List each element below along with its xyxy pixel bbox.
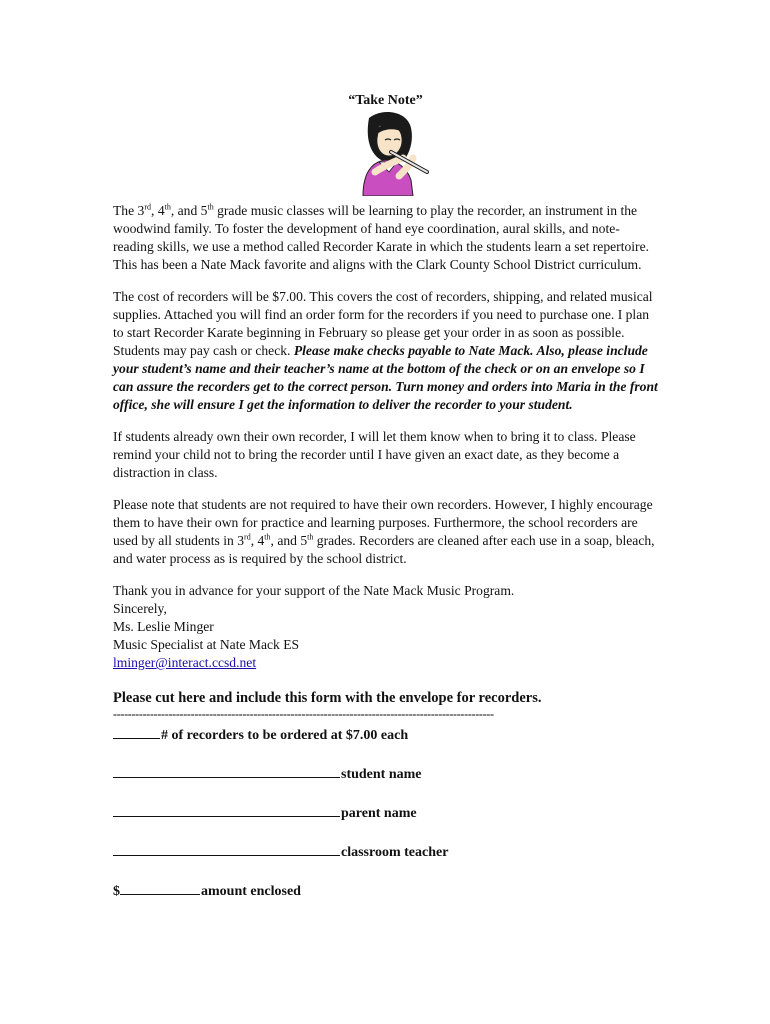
parent-name-blank[interactable] (113, 804, 340, 817)
page-title: “Take Note” (348, 93, 423, 108)
student-name-blank[interactable] (113, 765, 340, 778)
paragraph-intro: The 3rd, 4th, and 5th grade music classes will be learning to play the recorder, an instrument in the woodwind family. To foster the development of hand eye coordination, aural skills, and note-reading skills, we use a method called Recorder Karate in which the students learn a set repertoire. This has been a Nate Mack favorite and aligns with the Clark County School District curriculum. (113, 202, 649, 272)
signature-name: Ms. Leslie Minger (113, 619, 214, 634)
student-name-line: student name (113, 765, 658, 785)
payment-instructions: Please make checks payable to Nate Mack. Also, please include your student’s name and their teacher’s name at the bottom of the check or on an envelope so I can assure the recorders get to the correct person. Turn money and orders into Maria in the front office, she will ensure I get the information to deliver the recorder to your student. (113, 343, 658, 412)
letter-page (113, 92, 658, 902)
thanks-line: Thank you in advance for your support of the Nate Mack Music Program. (113, 583, 515, 598)
email-link[interactable]: lminger@interact.ccsd.net (113, 655, 257, 670)
closing-block (113, 582, 658, 672)
parent-name-line: parent name (113, 804, 658, 824)
cut-line: ------------------------------------------------------------------------------------------------------- (113, 708, 494, 720)
teacher-blank[interactable] (113, 843, 340, 856)
amount-line: $ amount enclosed (113, 884, 301, 899)
teacher-line: classroom teacher (113, 843, 658, 863)
paragraph-own-recorder: If students already own their own recorder, I will let them know when to bring it to class. Please remind your child not to bring the recorder until I have given an exact date, as they become a distraction in class. (113, 429, 636, 480)
form-heading: Please cut here and include this form with the envelope for recorders. (113, 690, 542, 706)
amount-blank[interactable] (120, 882, 200, 895)
order-form (113, 688, 658, 902)
girl-playing-recorder-illustration (341, 110, 431, 196)
paragraph-school-recorders: Please note that students are not required to have their own recorders. However, I highly encourage them to have their own for practice and learning purposes. Furthermore, the school recorders are used by all students in 3rd, 4th, and 5th grades. Recorders are cleaned after each use in a soap, bleach, and water process as is required by the school district. (113, 497, 655, 566)
quantity-blank[interactable] (113, 726, 160, 739)
quantity-line: # of recorders to be ordered at $7.00 each (113, 726, 658, 746)
signature-role: Music Specialist at Nate Mack ES (113, 637, 300, 652)
sincerely-line: Sincerely, (113, 601, 167, 616)
paragraph-cost: The cost of recorders will be $7.00. This covers the cost of recorders, shipping, and related musical supplies. Attached you will find an order form for the recorders if you need to purchase one. I plan to start Recorder Karate beginning in February so please get your order in as soon as possible. Students may pay cash or check. Please make checks payable to Nate Mack. Also, please include your student’s name and their teacher’s name at the bottom of the check or on an envelope so I can assure the recorders get to the correct person. Turn money and orders into Maria in the front office, she will ensure I get the information to deliver the recorder to your student. (113, 289, 658, 412)
